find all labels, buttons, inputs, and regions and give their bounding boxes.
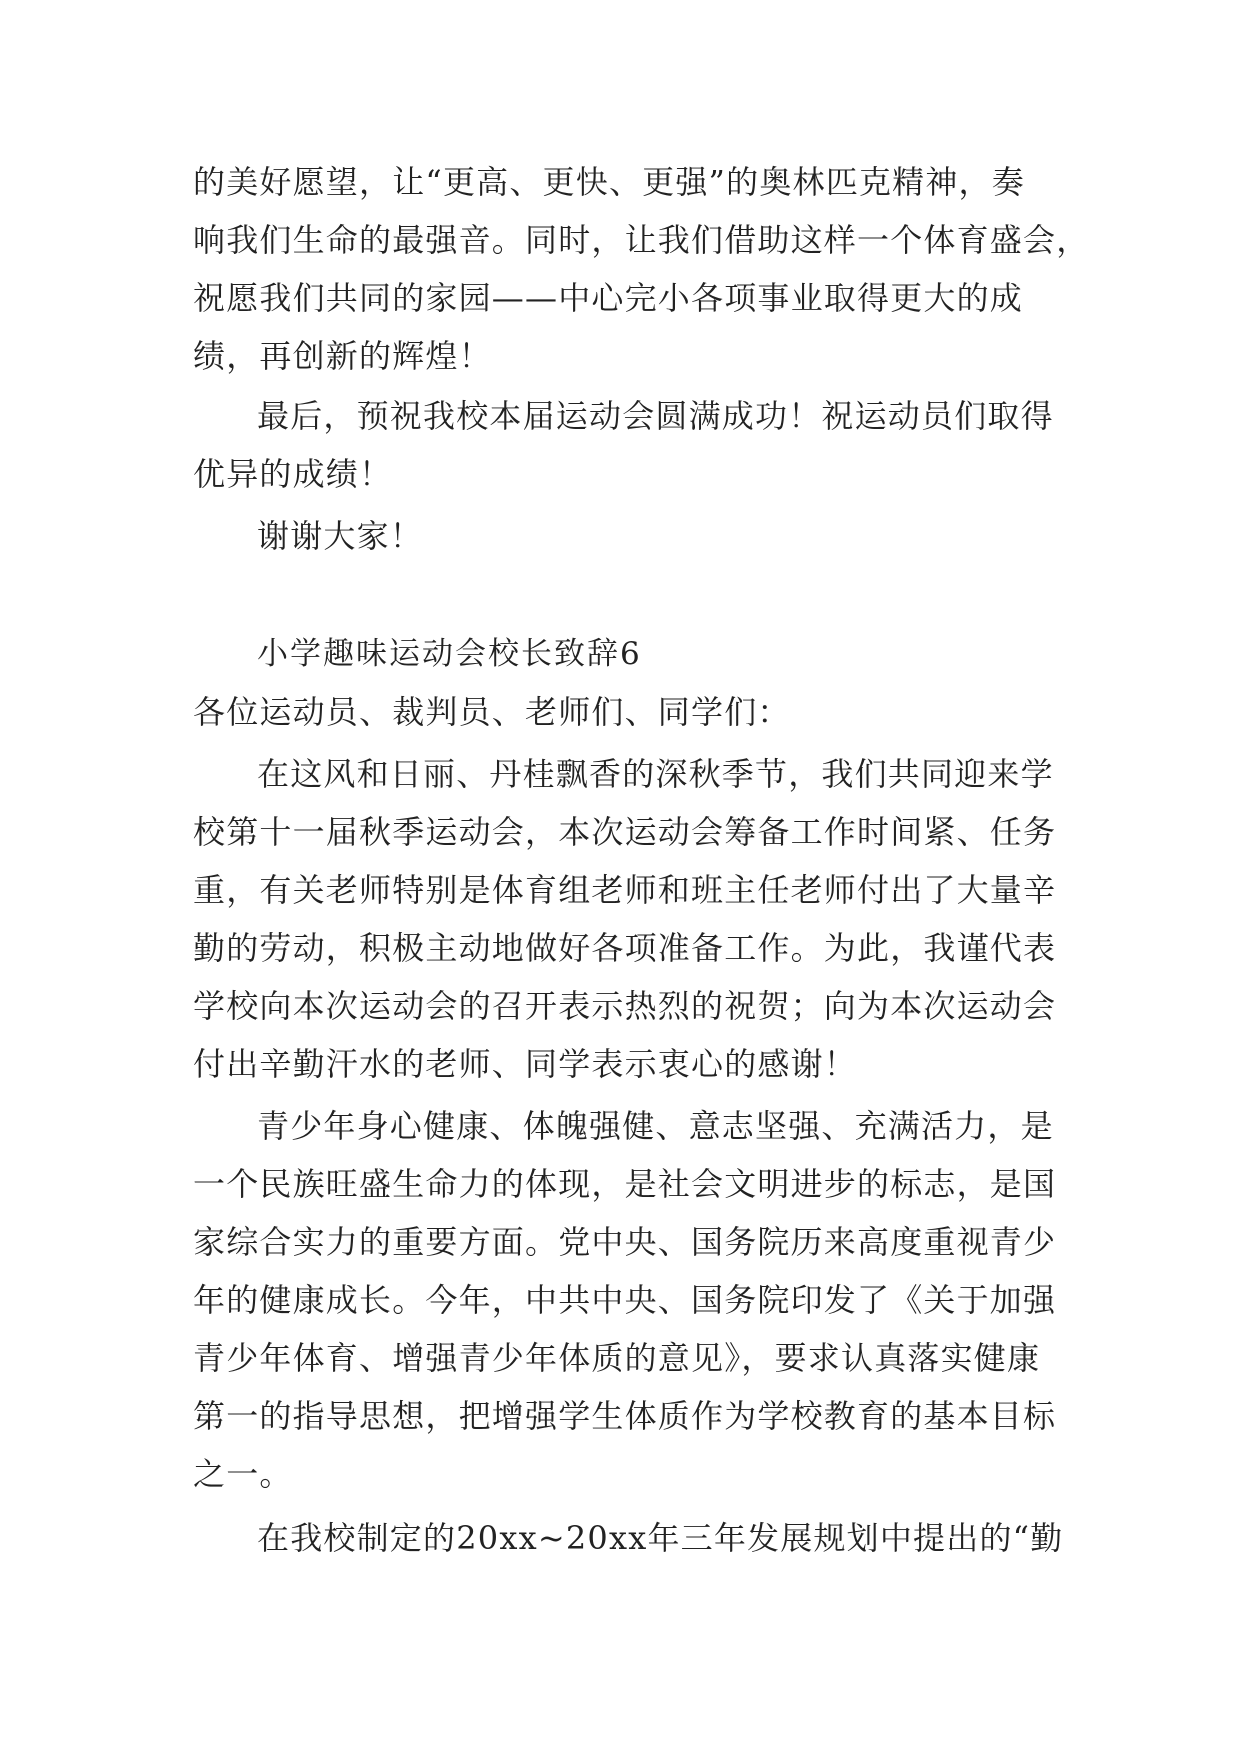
paragraph-line: 响我们生命的最强音。同时，让我们借助这样一个体育盛会，	[193, 221, 1090, 259]
paragraph-line: 家综合实力的重要方面。党中央、国务院历来高度重视青少	[193, 1223, 1057, 1261]
paragraph-line: 勤的劳动，积极主动地做好各项准备工作。为此，我谨代表	[193, 929, 1057, 967]
paragraph-line: 谢谢大家！	[257, 517, 424, 555]
paragraph-line: 一个民族旺盛生命力的体现，是社会文明进步的标志，是国	[193, 1165, 1057, 1203]
paragraph-line: 祝愿我们共同的家园——中心完小各项事业取得更大的成	[193, 279, 1024, 317]
section-title: 小学趣味运动会校长致辞6	[257, 636, 642, 672]
paragraph-line: 在这风和日丽、丹桂飘香的深秋季节，我们共同迎来学	[257, 755, 1054, 793]
paragraph-line: 校第十一届秋季运动会，本次运动会筹备工作时间紧、任务	[193, 813, 1057, 851]
paragraph-line: 青少年体育、增强青少年体质的意见》，要求认真落实健康	[193, 1339, 1041, 1377]
paragraph-line: 之一。	[193, 1455, 293, 1493]
paragraph-line: 第一的指导思想，把增强学生体质作为学校教育的基本目标	[193, 1397, 1057, 1435]
salutation: 各位运动员、裁判员、老师们、同学们：	[193, 693, 791, 731]
paragraph-line: 青少年身心健康、体魄强健、意志坚强、充满活力，是	[257, 1107, 1054, 1145]
paragraph-line: 的美好愿望，让“更高、更快、更强”的奥林匹克精神，奏	[193, 163, 1025, 201]
paragraph-line: 重，有关老师特别是体育组老师和班主任老师付出了大量辛	[193, 871, 1057, 909]
paragraph-line: 在我校制定的20xx~20xx年三年发展规划中提出的“勤	[257, 1519, 1064, 1557]
paragraph-line: 学校向本次运动会的召开表示热烈的祝贺；向为本次运动会	[193, 987, 1057, 1025]
paragraph-line: 年的健康成长。今年，中共中央、国务院印发了《关于加强	[193, 1281, 1057, 1319]
paragraph-line: 绩，再创新的辉煌！	[193, 337, 492, 375]
paragraph-line: 付出辛勤汗水的老师、同学表示衷心的感谢！	[193, 1045, 858, 1083]
paragraph-line: 优异的成绩！	[193, 455, 393, 493]
paragraph-line: 最后，预祝我校本届运动会圆满成功！祝运动员们取得	[257, 397, 1054, 435]
